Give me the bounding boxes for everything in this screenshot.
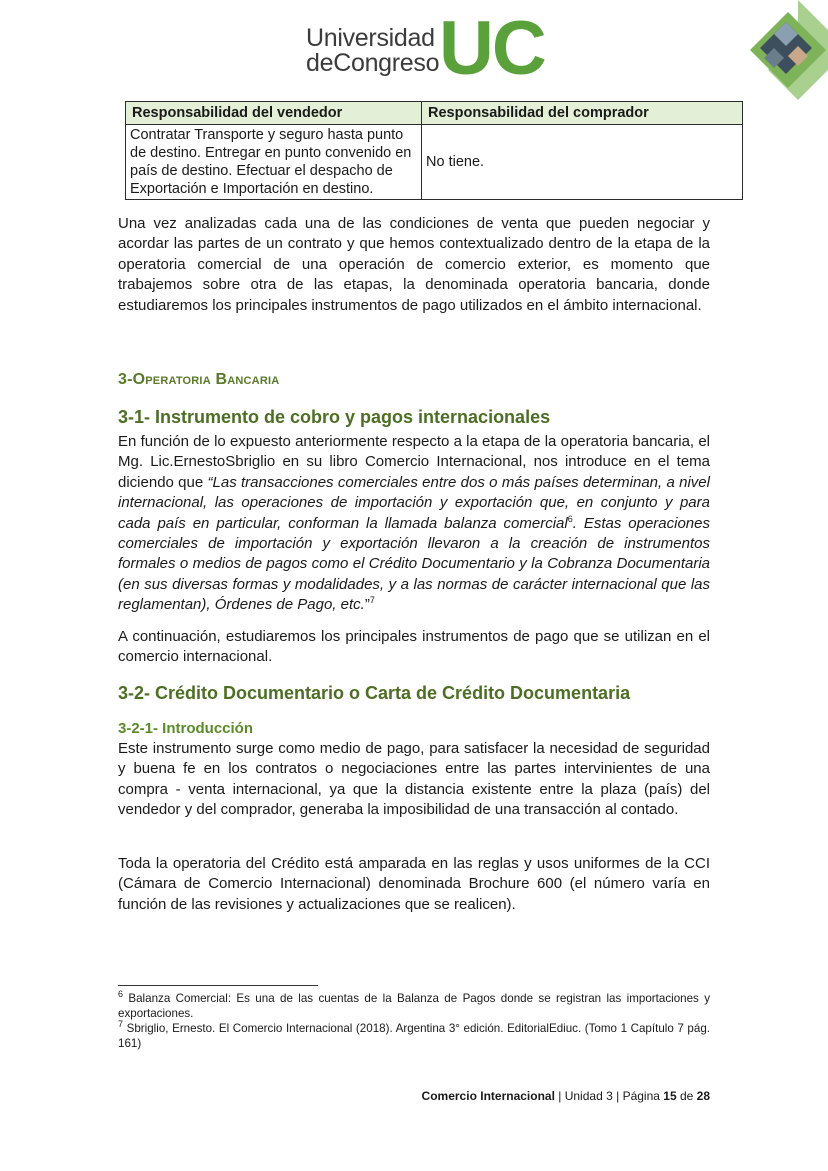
footnote-6-number: 6: [118, 989, 124, 1000]
footnote-ref-7[interactable]: 7: [369, 595, 375, 606]
logo-line-2: deCongreso: [306, 49, 440, 77]
footnote-divider: [118, 985, 318, 986]
footer-separator: |: [612, 1089, 623, 1103]
heading-3-1: 3-1- Instrumento de cobro y pagos internacionales: [118, 407, 551, 427]
green-diamond-photo-icon: [738, 0, 828, 100]
footnote-ref-6[interactable]: 6: [567, 513, 573, 524]
intro-paragraph: Una vez analizadas cada una de las condiciones de venta que pueden negociar y acordar las partes de un contrato y que hemos contextualizado dentro de la etapa de la operatoria comercial de una operación de comercio exterior, es momento que trabajemos sobre otra de las etapas, la denominada operatoria bancaria, donde estudiaremos los principales instrumentos de pago utilizados en el ámbito internacional.: [118, 215, 710, 314]
logo-wordmark: [306, 26, 439, 76]
logo-line-1: Universidad: [306, 24, 435, 52]
quote-paragraph: [118, 432, 710, 616]
cci-paragraph: Toda la operatoria del Crédito está amparada en las reglas y usos uniformes de la CCI (Cámara de Comercio Internacional) denominada Brochure 600 (el número varía en función de las revisiones y actualizaciones que se realicen).: [118, 855, 710, 913]
introduction-paragraph: Este instrumento surge como medio de pago, para satisfacer la necesidad de seguridad y buena fe en los contratos o negociaciones entre las partes intervinientes de una compra - venta internacional, ya que la distancia existente entre la plaza (país) del vendedor y del comprador, generaba la imposibilidad de una transacción al contado.: [118, 740, 710, 819]
footer-course: Comercio Internacional: [421, 1089, 555, 1103]
logo-mark: UC: [439, 6, 545, 91]
quote-text-b: . Estas operaciones comerciales de importación y exportación llevaron a la creación de instrumentos formales o medios de pagos como el Crédito Documentario y la Cobranza Documentaria (en sus diversas formas y modalidades, y a las normas de carácter internacional que las reglamentan), Órdenes de Pago, etc.: [118, 514, 710, 614]
heading-3-2-1: 3-2-1- Introducción: [118, 720, 254, 737]
table-header-row: [126, 102, 743, 125]
footnote-6: [118, 989, 710, 1022]
section-title: 3-Operatoria Bancaria: [118, 371, 280, 388]
quote-text-a: “Las transacciones comerciales entre dos o más países determinan, a nivel internacional, las operaciones de importación y exportación que, en conjunto y para cada país en particular, conforman la llamada balanza comercial: [118, 473, 710, 532]
seller-responsibility-cell: Contratar Transporte y seguro hasta punto de destino. Entregar en punto convenido en país de destino. Efectuar el despacho de Exportación e Importación en destino.: [126, 125, 422, 200]
footnote-7: [118, 1019, 710, 1052]
footnote-7-text: Sbriglio, Ernesto. El Comercio Internacional (2018). Argentina 3° edición. EditorialEdiuc. (Tomo 1 Capítulo 7 pág. 161): [118, 1022, 710, 1050]
quote-intro: En función de lo expuesto anteriormente respecto a la etapa de la operatoria bancaria, el Mg. Lic.ErnestoSbriglio en su libro Comercio Internacional, nos introduce en el tema diciendo que: [118, 433, 710, 491]
heading-3-2: 3-2- Crédito Documentario o Carta de Crédito Documentaria: [118, 683, 631, 703]
table-row: [126, 125, 743, 200]
footer-of-label: de: [676, 1089, 697, 1103]
footer-page-total: 28: [696, 1089, 710, 1103]
footnote-7-number: 7: [118, 1019, 124, 1030]
quote-close: ”: [364, 596, 370, 614]
column-header-seller: Responsabilidad del vendedor: [126, 102, 422, 125]
footnote-6-text: Balanza Comercial: Es una de las cuentas de la Balanza de Pagos donde se registran las importaciones y exportaciones.: [118, 992, 710, 1020]
page-footer: [422, 1089, 710, 1103]
column-header-buyer: Responsabilidad del comprador: [422, 102, 743, 125]
instruments-paragraph: A continuación, estudiaremos los principales instrumentos de pago que se utilizan en el comercio internacional.: [118, 628, 710, 666]
footer-page-label: Página: [622, 1089, 664, 1103]
footer-page-number: 15: [663, 1089, 677, 1103]
buyer-responsibility-cell: No tiene.: [422, 125, 743, 200]
responsibility-table: [125, 101, 743, 200]
footer-unit: Unidad 3: [564, 1089, 613, 1103]
footer-separator: |: [554, 1089, 565, 1103]
university-logo: [306, 6, 545, 91]
